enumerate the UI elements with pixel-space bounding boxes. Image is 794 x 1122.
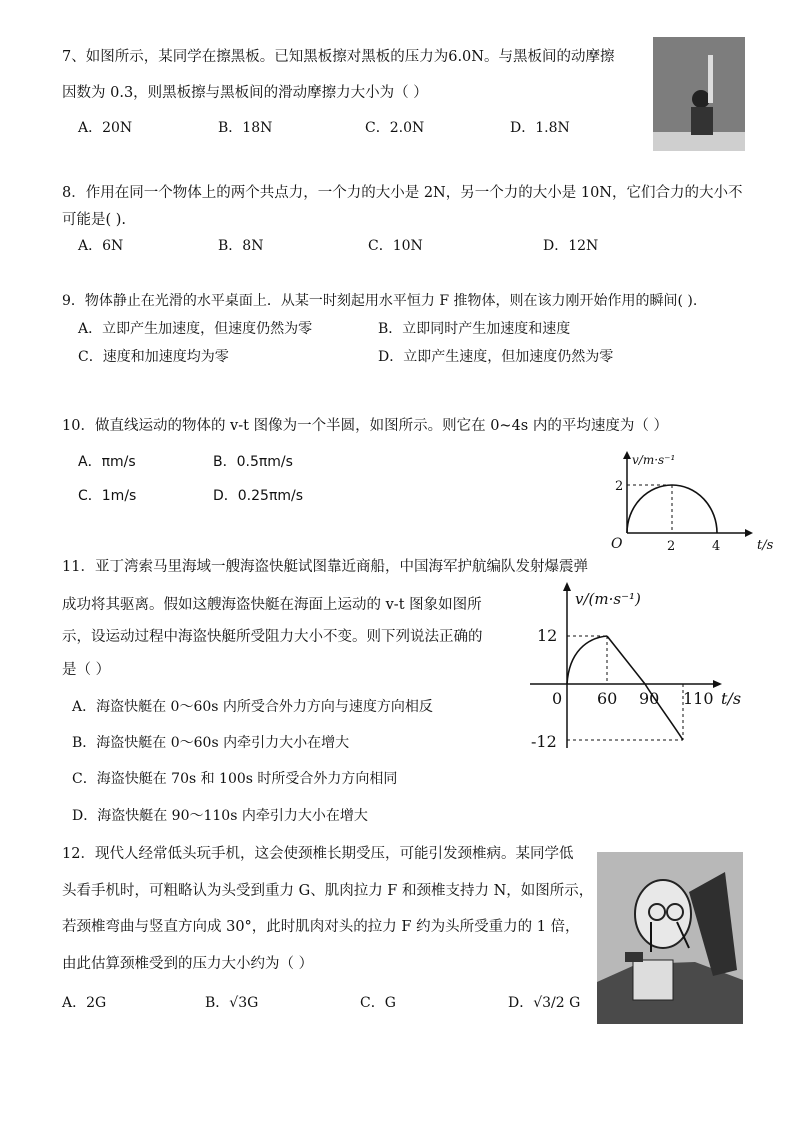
q11-line-decel <box>607 636 645 684</box>
q11-vt-graph <box>525 580 770 755</box>
q12-line4: 由此估算颈椎受到的压力大小约为（ ） <box>62 956 314 972</box>
q10-option-d[interactable]: D．0.25πm/s <box>213 488 304 504</box>
q9-option-c[interactable]: C．速度和加速度均为零 <box>78 349 229 365</box>
q8-option-b[interactable]: B．8N <box>218 238 264 254</box>
q9-option-a[interactable]: A．立即产生加速度，但速度仍然为零 <box>78 321 313 337</box>
q11-xlabel: t/s <box>721 689 742 708</box>
q7-option-c[interactable]: C．2.0N <box>365 120 425 136</box>
q8-option-a[interactable]: A．6N <box>78 238 124 254</box>
q11-xtick-0: 0 <box>552 689 563 708</box>
q10-option-a[interactable]: A．πm/s <box>78 454 136 470</box>
q7-option-b[interactable]: B．18N <box>218 120 273 136</box>
q11-ylabel: v/(m·s⁻¹) <box>575 590 641 608</box>
q11-xtick-60: 60 <box>597 689 618 708</box>
q10-ylabel: v/m·s⁻¹ <box>632 453 676 467</box>
q12-option-c[interactable]: C．G <box>360 995 396 1011</box>
q7-line2: 因数为 0.3，则黑板擦与黑板间的滑动摩擦力大小为（ ） <box>62 85 428 101</box>
q10-option-b[interactable]: B．0.5πm/s <box>213 454 293 470</box>
q12-option-a[interactable]: A．2G <box>62 995 107 1011</box>
q8-line1: 8．作用在同一个物体上的两个共点力，一个力的大小是 2N，另一个力的大小是 10N，它们合力的大小不 <box>62 185 743 201</box>
q11-line2: 成功将其驱离。假如这艘海盗快艇在海面上运动的 v-t 图象如图所 <box>62 597 482 613</box>
q7-line1: 7、如图所示，某同学在擦黑板。已知黑板擦对黑板的压力为6.0N。与黑板间的动摩擦 <box>62 49 615 65</box>
q11-line1: 11．亚丁湾索马里海域一艘海盗快艇试图靠近商船，中国海军护航编队发射爆震弹 <box>62 559 588 575</box>
q9-option-b[interactable]: B．立即同时产生加速度和速度 <box>378 321 571 337</box>
q11-curve-accel <box>567 636 607 684</box>
q11-line3: 示，设运动过程中海盗快艇所受阻力大小不变。则下列说法正确的 <box>62 629 483 645</box>
q12-option-d[interactable]: D．√3/2 G <box>508 995 581 1011</box>
q11-xtick-110: 110 <box>683 689 714 708</box>
q11-option-a[interactable]: A．海盗快艇在 0～60s 内所受合外力方向与速度方向相反 <box>72 699 433 715</box>
q11-option-d[interactable]: D．海盗快艇在 90～110s 内牵引力大小在增大 <box>72 808 368 824</box>
q10-origin: O <box>611 536 623 552</box>
q12-line1: 12．现代人经常低头玩手机，这会使颈椎长期受压，可能引发颈椎病。某同学低 <box>62 846 574 862</box>
q11-ytick-12: 12 <box>537 626 558 645</box>
q10-option-c[interactable]: C．1m/s <box>78 488 137 504</box>
q10-vt-graph <box>605 448 785 560</box>
q8-option-d[interactable]: D．12N <box>543 238 599 254</box>
q9-option-d[interactable]: D．立即产生速度，但加速度仍然为零 <box>378 349 614 365</box>
q10-xtick-2: 2 <box>667 539 676 554</box>
q8-option-c[interactable]: C．10N <box>368 238 423 254</box>
q7-option-d[interactable]: D．1.8N <box>510 120 570 136</box>
q12-option-b[interactable]: B．√3G <box>205 995 259 1011</box>
q11-ytick-neg12: -12 <box>531 732 557 751</box>
q11-xtick-90: 90 <box>639 689 660 708</box>
q11-line4: 是（ ） <box>62 662 111 678</box>
q8-line2: 可能是( ). <box>62 212 127 228</box>
q10-xtick-4: 4 <box>712 539 721 554</box>
q7-option-a[interactable]: A．20N <box>78 120 133 136</box>
neck-force-illustration <box>597 852 743 1024</box>
q9-line1: 9．物体静止在光滑的水平桌面上．从某一时刻起用水平恒力 F 推物体，则在该力刚开始作用的瞬间( ). <box>62 293 698 309</box>
q10-line1: 10．做直线运动的物体的 v-t 图像为一个半圆，如图所示。则它在 0~4s 内的平均速度为（ ） <box>62 418 668 434</box>
q12-line2: 头看手机时，可粗略认为头受到重力 G、肌肉拉力 F 和颈椎支持力 N，如图所示， <box>62 883 594 899</box>
q12-line3: 若颈椎弯曲与竖直方向成 30°，此时肌肉对头的拉力 F 约为头所受重力的 1 倍， <box>62 919 580 935</box>
q11-option-c[interactable]: C．海盗快艇在 70s 和 100s 时所受合外力方向相同 <box>72 771 398 787</box>
q11-option-b[interactable]: B．海盗快艇在 0～60s 内牵引力大小在增大 <box>72 735 350 751</box>
q10-ytick: 2 <box>615 479 624 494</box>
blackboard-photo <box>653 37 745 151</box>
q10-xlabel: t/s <box>757 538 774 553</box>
